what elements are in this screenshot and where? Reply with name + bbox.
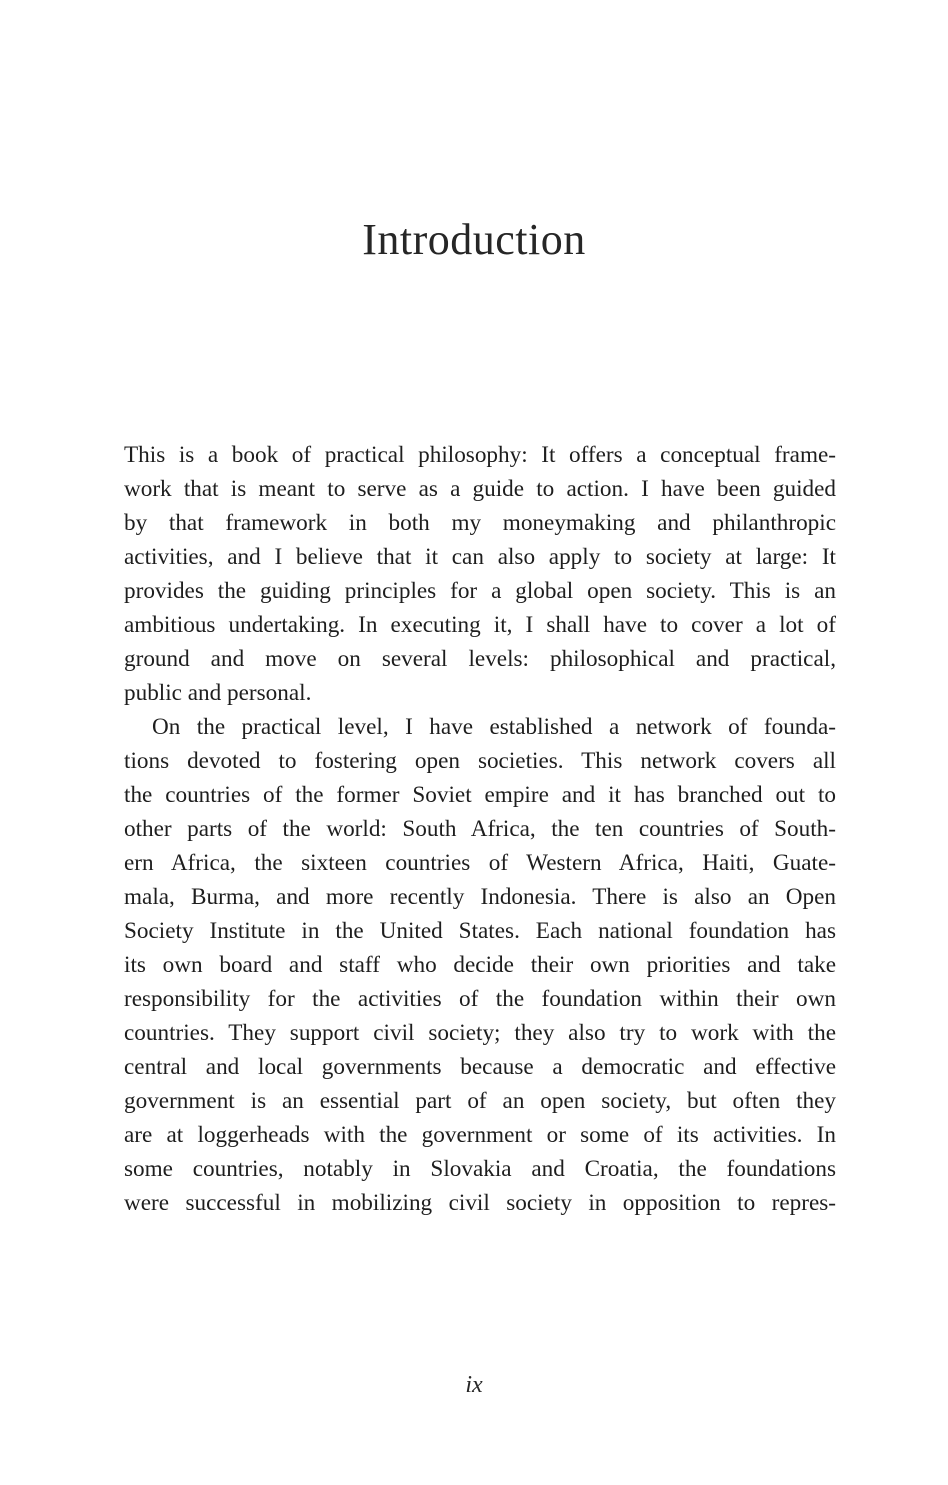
text-line: are at loggerheads with the government or some of its activities. In (124, 1122, 836, 1148)
paragraph (124, 710, 836, 1220)
text-line: On the practical level, I have established a network of founda- (152, 714, 836, 740)
page-number: ix (465, 1372, 483, 1398)
text-line: provides the guiding principles for a global open society. This is an (124, 578, 836, 604)
text-line: This is a book of practical philosophy: It offers a conceptual frame- (124, 442, 836, 468)
text-line: its own board and staff who decide their own priorities and take (124, 952, 836, 978)
text-line: ground and move on several levels: philosophical and practical, (124, 646, 836, 672)
text-line: government is an essential part of an open society, but often they (124, 1088, 836, 1114)
text-line: Society Institute in the United States. Each national foundation has (124, 918, 836, 944)
text-line: tions devoted to fostering open societies. This network covers all (124, 748, 836, 774)
text-line: were successful in mobilizing civil society in opposition to repres- (124, 1190, 836, 1216)
text-line: countries. They support civil society; they also try to work with the (124, 1020, 836, 1046)
text-line: by that framework in both my moneymaking and philanthropic (124, 510, 836, 536)
text-line: work that is meant to serve as a guide to action. I have been guided (124, 476, 836, 502)
text-line: ambitious undertaking. In executing it, I shall have to cover a lot of (124, 612, 836, 638)
text-line: other parts of the world: South Africa, the ten countries of South- (124, 816, 836, 842)
paragraph (124, 438, 836, 710)
text-line: mala, Burma, and more recently Indonesia. There is also an Open (124, 884, 836, 910)
chapter-title: Introduction (362, 215, 586, 264)
text-line: public and personal. (124, 680, 312, 706)
text-line: the countries of the former Soviet empire and it has branched out to (124, 782, 836, 808)
text-line: some countries, notably in Slovakia and Croatia, the foundations (124, 1156, 836, 1182)
text-line: central and local governments because a democratic and effective (124, 1054, 836, 1080)
text-line: activities, and I believe that it can also apply to society at large: It (124, 544, 836, 570)
text-line: responsibility for the activities of the foundation within their own (124, 986, 836, 1012)
text-line: ern Africa, the sixteen countries of Western Africa, Haiti, Guate- (124, 850, 836, 876)
